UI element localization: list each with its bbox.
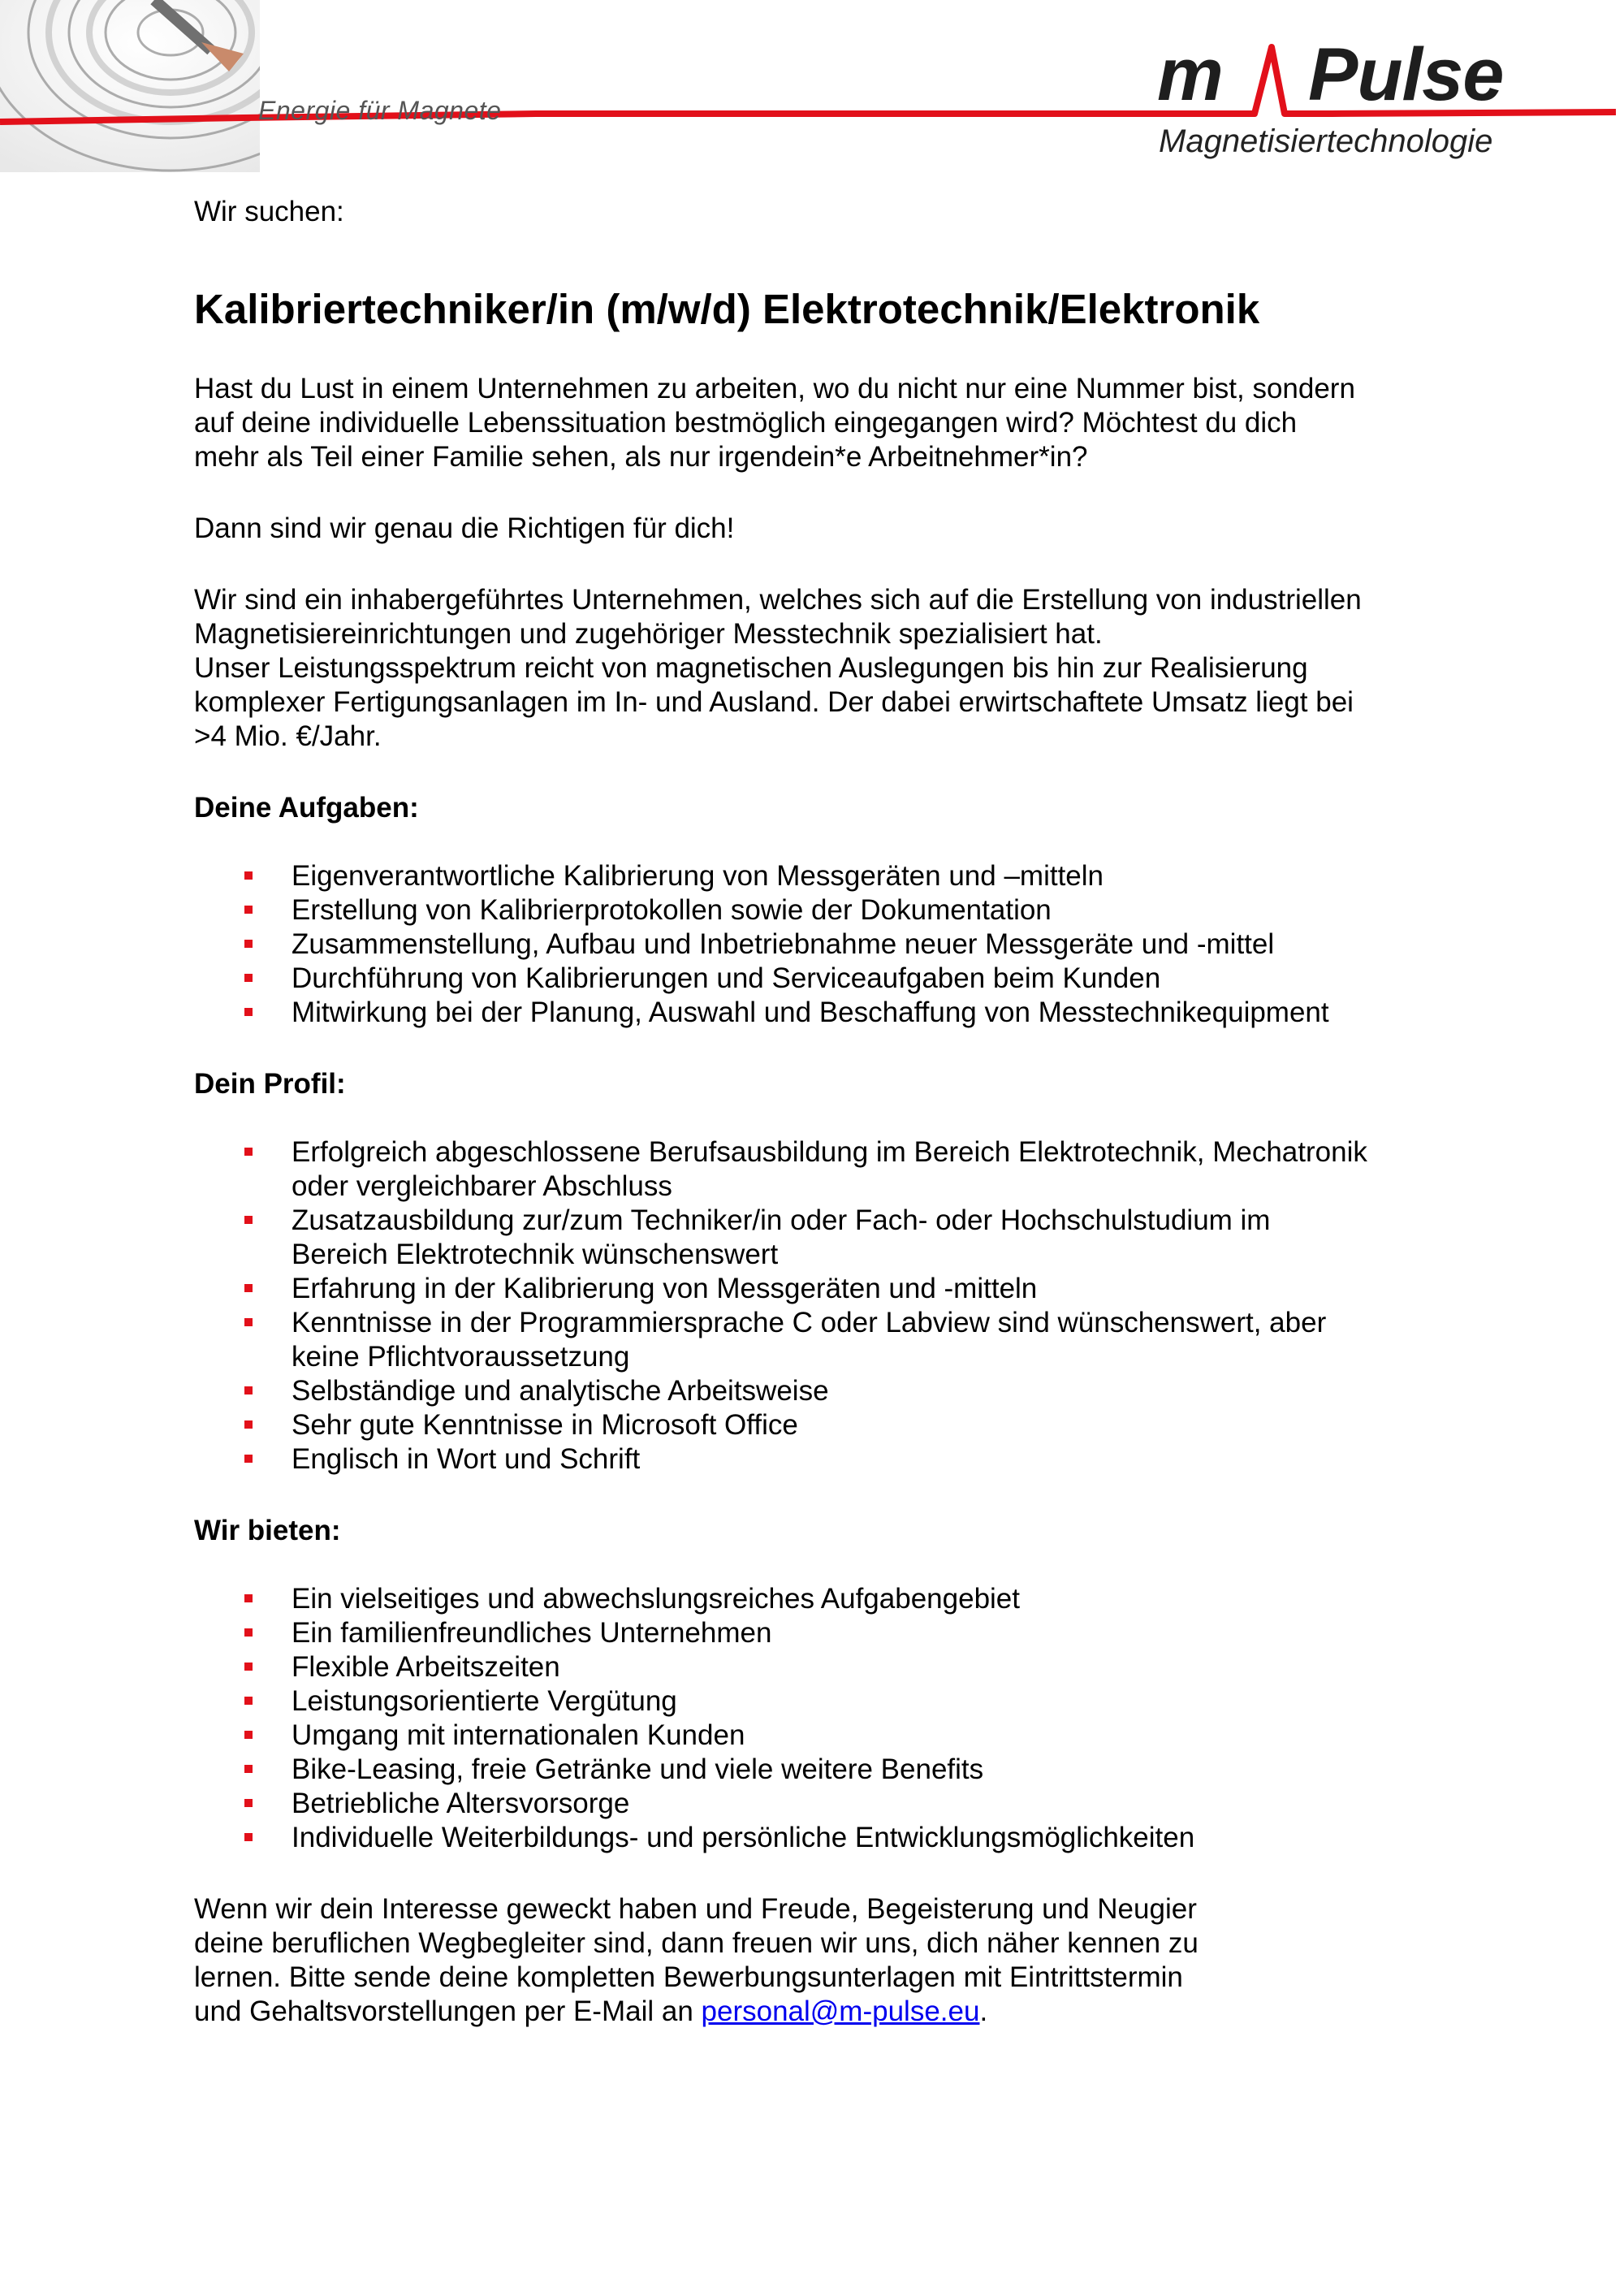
profile-item: [194, 1306, 1445, 1374]
email-link[interactable]: personal@m-pulse.eu: [701, 1995, 980, 2027]
profile-heading: Dein Profil:: [194, 1068, 346, 1100]
brand-subtitle: Magnetisiertechnologie: [1159, 123, 1493, 159]
task-item: [194, 893, 1445, 927]
list-item-text: Betriebliche Altersvorsorge: [292, 1788, 630, 1819]
paragraph-line: lernen. Bitte sende deine kompletten Bewerbungsunterlagen mit Eintrittstermin: [194, 1961, 1183, 1993]
offer-item: [194, 1753, 1445, 1787]
bullet-icon: [244, 1284, 253, 1292]
list-item-text: Erfahrung in der Kalibrierung von Messgeräten und -mitteln: [292, 1273, 1038, 1304]
paragraph-line: deine beruflichen Wegbegleiter sind, dann freuen wir uns, dich näher kennen zu: [194, 1927, 1199, 1959]
brand-logo-m: m: [1157, 33, 1223, 116]
bullet-icon: [244, 906, 253, 914]
bullet-icon: [244, 1731, 253, 1739]
offer-heading: Wir bieten:: [194, 1515, 341, 1546]
list-item-text: Zusatzausbildung zur/zum Techniker/in oder Fach- oder Hochschulstudium im: [292, 1204, 1271, 1236]
paragraph-line: Wenn wir dein Interesse geweckt haben und Freude, Begeisterung und Neugier: [194, 1893, 1197, 1925]
paragraph-line: Magnetisiereinrichtungen und zugehöriger Messtechnik spezialisiert hat.: [194, 618, 1103, 650]
paragraph-line: Unser Leistungsspektrum reicht von magnetischen Auslegungen bis hin zur Realisierung: [194, 652, 1308, 684]
bullet-icon: [244, 1148, 253, 1156]
bullet-icon: [244, 1594, 253, 1602]
list-item-text: Durchführung von Kalibrierungen und Serviceaufgaben beim Kunden: [292, 962, 1161, 994]
task-item: [194, 927, 1445, 962]
paragraph-line: mehr als Teil einer Familie sehen, als nur irgendein*e Arbeitnehmer*in?: [194, 441, 1088, 473]
bullet-icon: [244, 1628, 253, 1637]
list-item-text: Bereich Elektrotechnik wünschenswert: [292, 1239, 779, 1270]
list-item-text: Bike-Leasing, freie Getränke und viele weitere Benefits: [292, 1753, 984, 1785]
tasks-heading: Deine Aufgaben:: [194, 792, 419, 824]
paragraph-line: Hast du Lust in einem Unternehmen zu arbeiten, wo du nicht nur eine Nummer bist, sondern: [194, 373, 1355, 404]
task-item: [194, 962, 1445, 996]
bullet-icon: [244, 1216, 253, 1224]
bullet-icon: [244, 1799, 253, 1807]
tasks-list: [194, 859, 1445, 1030]
profile-item: [194, 1204, 1445, 1272]
company-paragraph: [194, 583, 1445, 754]
profile-item: [194, 1442, 1445, 1477]
profile-item: [194, 1272, 1445, 1306]
bullet-icon: [244, 940, 253, 948]
offer-item: [194, 1582, 1445, 1616]
list-item-text: Eigenverantwortliche Kalibrierung von Messgeräten und –mitteln: [292, 860, 1104, 892]
header-tagline: Energie für Magnete: [258, 96, 502, 125]
bullet-icon: [244, 1386, 253, 1394]
intro-label: Wir suchen:: [194, 196, 344, 227]
bullet-icon: [244, 1008, 253, 1016]
page-header: [0, 0, 1624, 175]
invitation-line: Dann sind wir genau die Richtigen für dich!: [194, 512, 735, 544]
list-item-text: Englisch in Wort und Schrift: [292, 1443, 641, 1475]
list-item-text: Ein vielseitiges und abwechslungsreiches Aufgabengebiet: [292, 1583, 1020, 1615]
offer-item: [194, 1684, 1445, 1719]
bullet-icon: [244, 1318, 253, 1326]
paragraph-line: Wir sind ein inhabergeführtes Unternehmen, welches sich auf die Erstellung von industriellen: [194, 584, 1362, 616]
list-item-text: Erfolgreich abgeschlossene Berufsausbildung im Bereich Elektrotechnik, Mechatronik: [292, 1136, 1367, 1168]
profile-item: [194, 1374, 1445, 1408]
list-item-text: Ein familienfreundliches Unternehmen: [292, 1617, 772, 1649]
profile-item: [194, 1135, 1445, 1204]
paragraph-line-end: .: [979, 1995, 988, 2027]
list-item-text: Individuelle Weiterbildungs- und persönliche Entwicklungsmöglichkeiten: [292, 1822, 1195, 1853]
paragraph-line: und Gehaltsvorstellungen per E-Mail an: [194, 1995, 702, 2027]
intro-paragraph: [194, 372, 1445, 474]
bullet-icon: [244, 1663, 253, 1671]
list-item-text: oder vergleichbarer Abschluss: [292, 1170, 672, 1202]
list-item-text: Kenntnisse in der Programmiersprache C oder Labview sind wünschenswert, aber: [292, 1307, 1327, 1338]
brand-logo-name: Pulse: [1308, 33, 1504, 116]
list-item-text: Umgang mit internationalen Kunden: [292, 1719, 745, 1751]
paragraph-line: >4 Mio. €/Jahr.: [194, 720, 382, 752]
closing-paragraph: [194, 1892, 1282, 2029]
paragraph-line: komplexer Fertigungsanlagen im In- und Ausland. Der dabei erwirtschaftete Umsatz liegt bei: [194, 686, 1354, 718]
list-item-text: Erstellung von Kalibrierprotokollen sowie der Dokumentation: [292, 894, 1052, 926]
list-item-text: Mitwirkung bei der Planung, Auswahl und Beschaffung von Messtechnikequipment: [292, 997, 1329, 1028]
bullet-icon: [244, 1455, 253, 1463]
bullet-icon: [244, 1420, 253, 1429]
bullet-icon: [244, 1765, 253, 1773]
bullet-icon: [244, 1833, 253, 1841]
list-item-text: keine Pflichtvoraussetzung: [292, 1341, 630, 1373]
list-item-text: Sehr gute Kenntnisse in Microsoft Office: [292, 1409, 798, 1441]
list-item-text: Flexible Arbeitszeiten: [292, 1651, 560, 1683]
offer-item: [194, 1650, 1445, 1684]
profile-item: [194, 1408, 1445, 1442]
offer-item: [194, 1787, 1445, 1821]
task-item: [194, 859, 1445, 893]
list-item-text: Leistungsorientierte Vergütung: [292, 1685, 677, 1717]
list-item-text: Zusammenstellung, Aufbau und Inbetriebnahme neuer Messgeräte und -mittel: [292, 928, 1275, 960]
bullet-icon: [244, 871, 253, 880]
offer-item: [194, 1616, 1445, 1650]
offer-list: [194, 1582, 1445, 1855]
bullet-icon: [244, 1697, 253, 1705]
job-title: Kalibriertechniker/in (m/w/d) Elektrotechnik/Elektronik: [194, 286, 1260, 332]
task-item: [194, 996, 1445, 1030]
bullet-icon: [244, 974, 253, 982]
paragraph-line: auf deine individuelle Lebenssituation bestmöglich eingegangen wird? Möchtest du dich: [194, 407, 1298, 439]
job-posting: [194, 188, 1445, 2029]
list-item-text: Selbständige und analytische Arbeitsweise: [292, 1375, 829, 1407]
offer-item: [194, 1719, 1445, 1753]
profile-list: [194, 1135, 1445, 1477]
offer-item: [194, 1821, 1445, 1855]
